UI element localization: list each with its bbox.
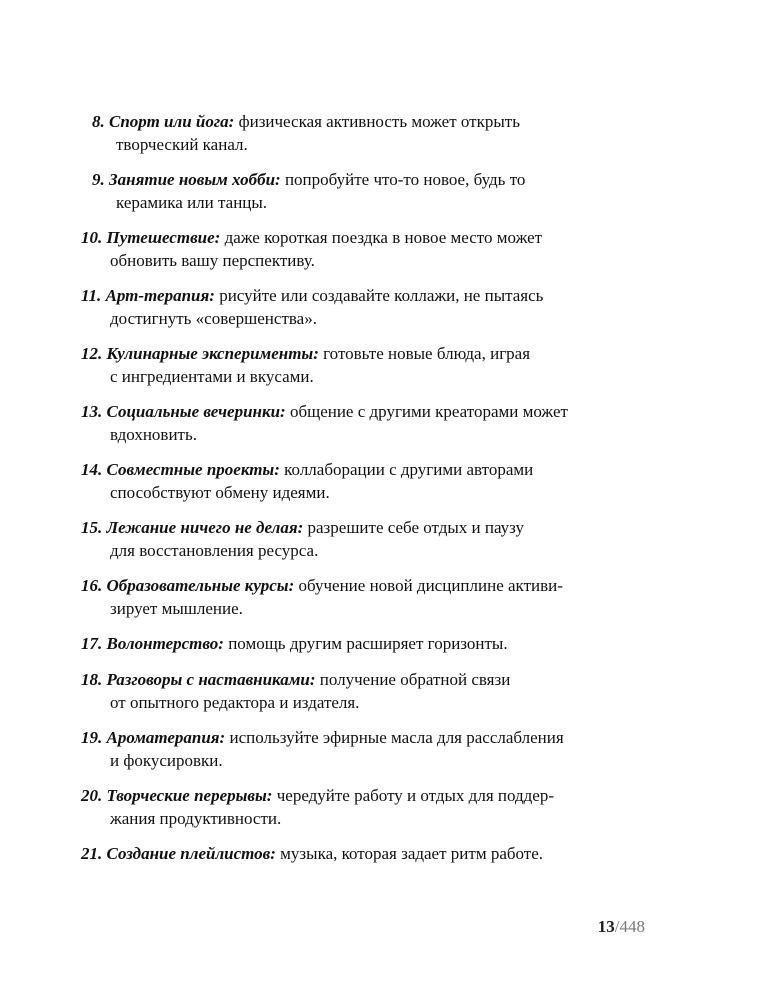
- item-term: Совместные проекты:: [106, 460, 280, 479]
- current-page-number: 13: [597, 917, 615, 936]
- item-text: получение обратной связи: [315, 670, 511, 689]
- item-number: 21.: [81, 844, 103, 863]
- item-term: Творческие перерывы:: [106, 786, 273, 805]
- item-term: Ароматерапия:: [106, 728, 226, 747]
- item-text-continued: зирует мышление.: [110, 599, 243, 618]
- item-text-continued: творческий канал.: [116, 135, 248, 154]
- item-text-continued: способствуют обмену идеями.: [110, 483, 330, 502]
- item-text: используйте эфирные масла для расслабления: [225, 728, 564, 747]
- list-item: [81, 842, 543, 865]
- item-term: Занятие новым хобби:: [109, 170, 281, 189]
- item-term: Создание плейлистов:: [106, 844, 276, 863]
- list-item: [81, 632, 508, 655]
- list-item: [81, 574, 563, 620]
- list-item: [92, 168, 525, 214]
- item-term: Спорт или йога:: [109, 112, 235, 131]
- item-text-continued: керамика или танцы.: [116, 193, 268, 212]
- item-number: 9.: [92, 170, 105, 189]
- item-text: попробуйте что-то новое, будь то: [280, 170, 526, 189]
- item-text-continued: с ингредиентами и вкусами.: [110, 367, 314, 386]
- item-text-continued: жания продуктивности.: [110, 809, 282, 828]
- item-text-continued: и фокусировки.: [110, 751, 223, 770]
- item-number: 15.: [81, 518, 103, 537]
- item-term: Образовательные курсы:: [106, 576, 295, 595]
- item-number: 19.: [81, 728, 103, 747]
- item-number: 18.: [81, 670, 103, 689]
- item-text: музыка, которая задает ритм работе.: [275, 844, 544, 863]
- list-item: [81, 668, 510, 714]
- item-number: 14.: [81, 460, 103, 479]
- item-text-continued: обновить вашу перспективу.: [110, 251, 315, 270]
- list-item: [81, 516, 524, 562]
- item-text-continued: вдохновить.: [110, 425, 197, 444]
- page-separator: /: [614, 917, 620, 936]
- item-text-continued: от опытного редактора и издателя.: [110, 693, 360, 712]
- list-item: [81, 458, 533, 504]
- item-number: 8.: [92, 112, 105, 131]
- item-text: физическая активность может открыть: [234, 112, 520, 131]
- item-term: Социальные вечеринки:: [106, 402, 286, 421]
- list-item: [81, 784, 554, 830]
- list-item: [81, 726, 564, 772]
- item-text: готовьте новые блюда, играя: [318, 344, 531, 363]
- item-text: общение с другими креаторами может: [285, 402, 568, 421]
- item-term: Путешествие:: [106, 228, 221, 247]
- item-text: даже короткая поездка в новое место может: [220, 228, 543, 247]
- item-term: Разговоры с наставниками:: [106, 670, 316, 689]
- item-text: рисуйте или создавайте коллажи, не пытаясь: [214, 286, 544, 305]
- item-number: 12.: [81, 344, 103, 363]
- item-number: 13.: [81, 402, 103, 421]
- list-item: [92, 110, 520, 156]
- item-term: Кулинарные эксперименты:: [106, 344, 319, 363]
- item-number: 17.: [81, 634, 103, 653]
- page-number: [598, 915, 645, 938]
- item-term: Арт-терапия:: [105, 286, 215, 305]
- list-item: [81, 400, 568, 446]
- item-text-continued: достигнуть «совершенства».: [110, 309, 317, 328]
- item-number: 10.: [81, 228, 103, 247]
- item-text: помощь другим расширяет горизонты.: [223, 634, 508, 653]
- item-number: 16.: [81, 576, 103, 595]
- item-text: чередуйте работу и отдых для поддер-: [272, 786, 554, 805]
- item-number: 20.: [81, 786, 103, 805]
- item-term: Волонтерство:: [106, 634, 224, 653]
- item-number: 11.: [81, 286, 102, 305]
- list-item: [81, 342, 530, 388]
- item-term: Лежание ничего не делая:: [106, 518, 304, 537]
- item-text: разрешите себе отдых и паузу: [303, 518, 525, 537]
- item-text-continued: для восстановления ресурса.: [110, 541, 319, 560]
- item-text: обучение новой дисциплине активи-: [294, 576, 563, 595]
- list-item: [81, 226, 542, 272]
- item-text: коллаборации с другими авторами: [279, 460, 534, 479]
- list-item: [81, 284, 543, 330]
- total-pages: 448: [619, 917, 645, 936]
